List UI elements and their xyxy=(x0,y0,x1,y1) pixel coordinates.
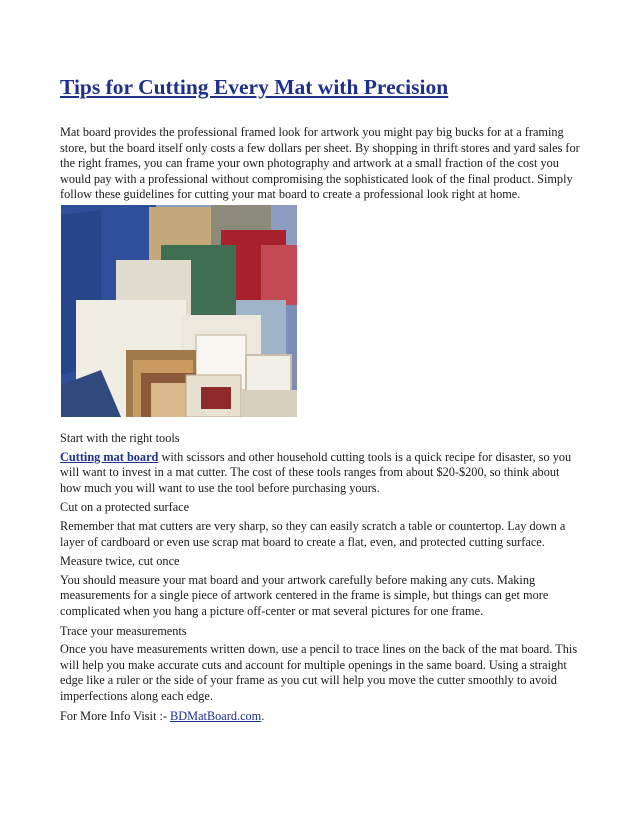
section-body-tools-text: with scissors and other household cutting tools is a quick recipe for disaster, so you will want to invest in a mat cutter. The cost of these tools ranges from about $20-$200, so think about how much you will want to use the tool before purchasing yours. xyxy=(60,449,572,495)
section-heading-tools: Start with the right tools xyxy=(60,431,180,445)
intro-paragraph: Mat board provides the professional framed look for artwork you might pay big bucks for at a framing store, but the board itself only costs a few dollars per sheet. By shopping in thrift stores and yard sales for the right frames, you can frame your own photography and artwork at a small fraction of the cost you would pay with a professional without compromising the sophisticated look of the final product. Simply follow these guidelines for cutting your mat board to create a professional look right at home. xyxy=(60,125,580,202)
section-body-tools xyxy=(60,450,582,497)
footer-suffix: . xyxy=(261,708,265,723)
mat-board-photo-drawing xyxy=(61,205,297,417)
footer-line xyxy=(60,709,582,725)
mat-board-photo xyxy=(61,205,297,417)
section-heading-measure: Measure twice, cut once xyxy=(60,554,180,569)
section-body-surface: Remember that mat cutters are very sharp, so they can easily scratch a table or countertop. Lay down a layer of cardboard or even use scrap mat board to create a flat, even, and protected cutting surface. xyxy=(60,518,566,549)
section-heading-surface: Cut on a protected surface xyxy=(60,500,190,515)
page-title: Tips for Cutting Every Mat with Precision xyxy=(60,75,449,99)
section-body-trace: Once you have measurements written down, use a pencil to trace lines on the back of the mat board. This will help you make accurate cuts and account for multiple openings in the same board. Using a straight edge like a ruler or the side of your frame as you cut will help you move the cutter smoothly to avoid imperfections along each edge. xyxy=(60,642,578,703)
section-body-measure: You should measure your mat board and your artwork carefully before making any cuts. Making measurements for a single piece of artwork centered in the frame is simple, but things can get more complicated when you hang a picture off-center or mat several pictures for one frame. xyxy=(60,572,549,618)
footer-prefix: For More Info Visit :- xyxy=(60,708,171,723)
tips-sections xyxy=(60,431,582,728)
cutting-mat-board-link[interactable]: Cutting mat board xyxy=(60,449,159,464)
section-heading-trace: Trace your measurements xyxy=(60,623,187,638)
bdmatboard-link[interactable]: BDMatBoard.com xyxy=(170,708,262,723)
